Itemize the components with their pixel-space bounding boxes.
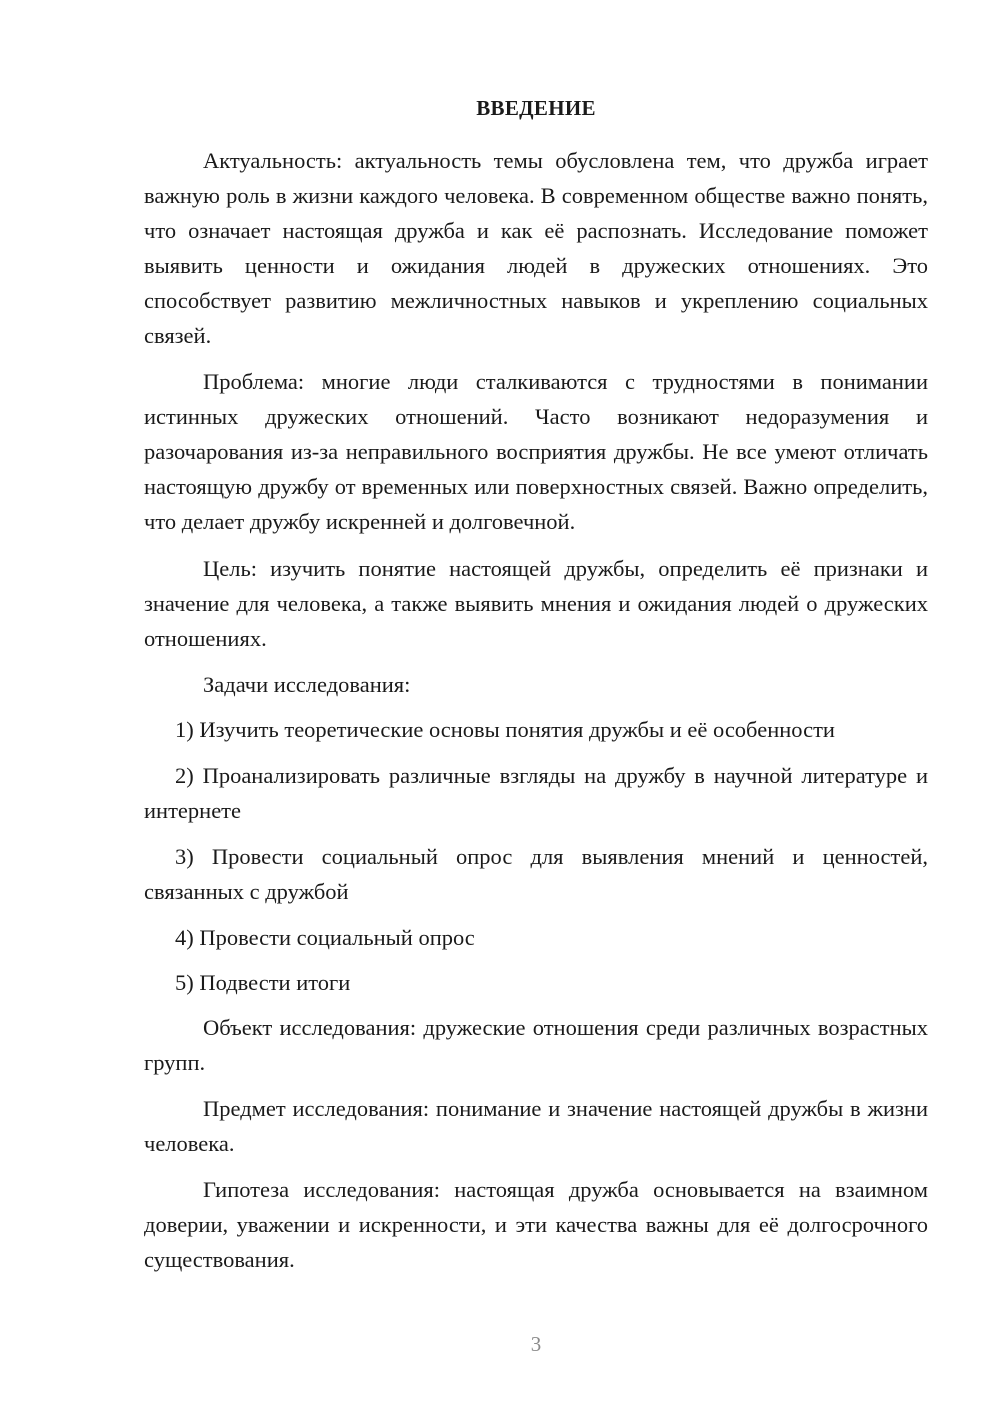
task-item-3: 3) Провести социальный опрос для выявления мнений и ценностей, связанных с дружбой [144,844,928,904]
subject-paragraph: Предмет исследования: понимание и значение настоящей дружбы в жизни человека. [144,1096,928,1156]
hypothesis-paragraph: Гипотеза исследования: настоящая дружба основывается на взаимном доверии, уважении и искренности, и эти качества важны для её долгосрочного существования. [144,1177,928,1272]
page-number: 3 [530,1332,542,1356]
task-item-1: 1) Изучить теоретические основы понятия дружбы и её особенности [175,717,835,742]
tasks-title: Задачи исследования: [203,672,411,697]
goal-paragraph: Цель: изучить понятие настоящей дружбы, определить её признаки и значение для человека, а также выявить мнения и ожидания людей о дружеских отношениях. [144,556,928,651]
task-item-4: 4) Провести социальный опрос [175,925,475,950]
object-paragraph: Объект исследования: дружеские отношения среди различных возрастных групп. [144,1015,928,1075]
task-item-2: 2) Проанализировать различные взгляды на дружбу в научной литературе и интернете [144,763,928,823]
relevance-paragraph: Актуальность: актуальность темы обусловлена тем, что дружба играет важную роль в жизни каждого человека. В современном обществе важно понять, что означает настоящая дружба и как её распознать. Исследование поможет выявить ценности и ожидания людей в дружеских отношениях. Это способствует развитию межличностных навыков и укреплению социальных связей. [144,148,928,348]
page-title: ВВЕДЕНИЕ [476,96,596,120]
problem-paragraph: Проблема: многие люди сталкиваются с трудностями в понимании истинных дружеских отношений. Часто возникают недоразумения и разочарования из-за неправильного восприятия дружбы. Не все умеют отличать настоящую дружбу от временных или поверхностных связей. Важно определить, что делает дружбу искренней и долговечной. [144,369,928,534]
task-item-5: 5) Подвести итоги [175,970,351,995]
